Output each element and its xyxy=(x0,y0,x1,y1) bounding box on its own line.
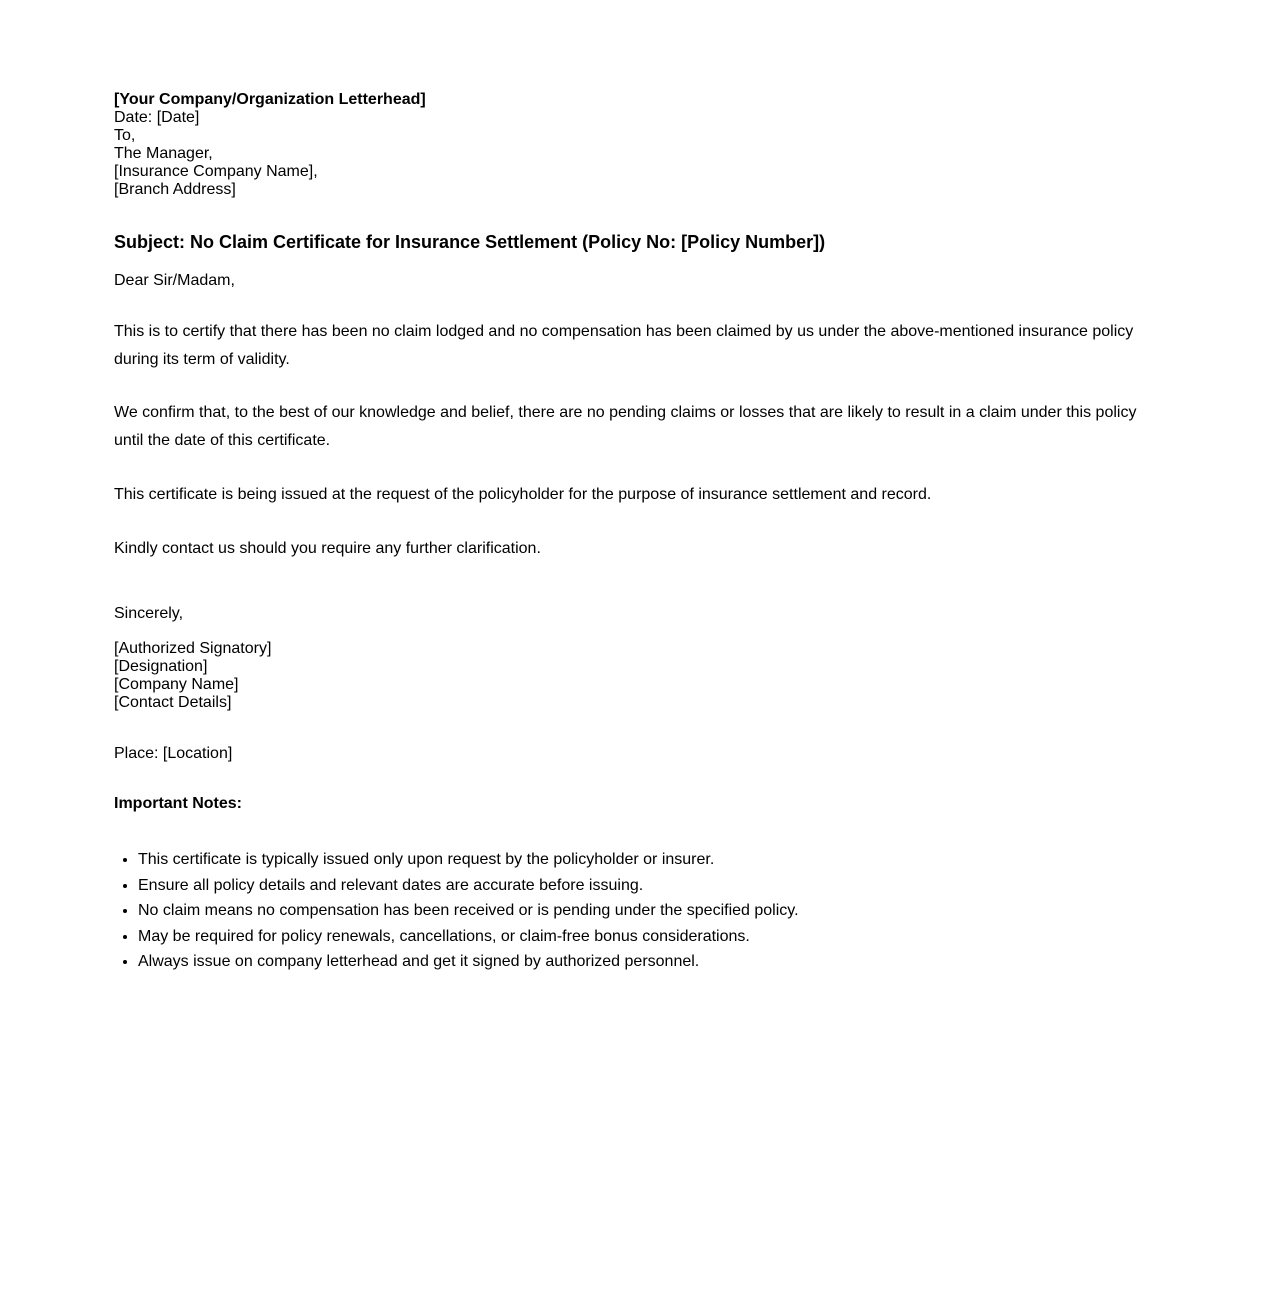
body-paragraph-4: Kindly contact us should you require any further clarification. xyxy=(114,539,541,557)
addressee-recipient: The Manager, xyxy=(114,145,213,162)
body-paragraph-2: We confirm that, to the best of our knowledge and belief, there are no pending claims or losses that are likely to result in a claim under this policy until the date of this certificate. xyxy=(114,404,1137,449)
contact-details: [Contact Details] xyxy=(114,694,232,711)
list-item: • Ensure all policy details and relevant dates are accurate before issuing. xyxy=(138,873,1154,899)
list-item: • Always issue on company letterhead and get it signed by authorized personnel. xyxy=(138,949,1154,975)
list-item: • This certificate is typically issued only upon request by the policyholder or insurer. xyxy=(138,847,1154,873)
signature-block xyxy=(114,640,1154,712)
addressee-to: To, xyxy=(114,127,136,144)
letter-document xyxy=(114,91,1154,975)
letterhead: [Your Company/Organization Letterhead] xyxy=(114,91,426,108)
body-paragraph-3: This certificate is being issued at the request of the policyholder for the purpose of insurance settlement and record. xyxy=(114,486,932,503)
signatory: [Authorized Signatory] xyxy=(114,640,272,657)
signature-company: [Company Name] xyxy=(114,676,239,693)
list-item: • No claim means no compensation has been received or is pending under the specified policy. xyxy=(138,898,1154,924)
notes-list xyxy=(114,847,1154,975)
letter-date: Date: [Date] xyxy=(114,109,200,126)
notes-title: Important Notes: xyxy=(114,795,242,812)
addressee-company: [Insurance Company Name], xyxy=(114,163,318,180)
salutation: Dear Sir/Madam, xyxy=(114,272,235,289)
designation: [Designation] xyxy=(114,658,208,675)
letter-header xyxy=(114,91,1154,199)
body-paragraph-1: This is to certify that there has been no claim lodged and no compensation has been claimed by us under the above-mentioned insurance policy during its term of validity. xyxy=(114,323,1134,368)
addressee-address: [Branch Address] xyxy=(114,181,236,198)
list-item: • May be required for policy renewals, cancellations, or claim-free bonus considerations. xyxy=(138,924,1154,950)
letter-subject: Subject: No Claim Certificate for Insurance Settlement (Policy No: [Policy Number]) xyxy=(114,232,826,252)
closing: Sincerely, xyxy=(114,605,184,622)
place: Place: [Location] xyxy=(114,745,233,762)
